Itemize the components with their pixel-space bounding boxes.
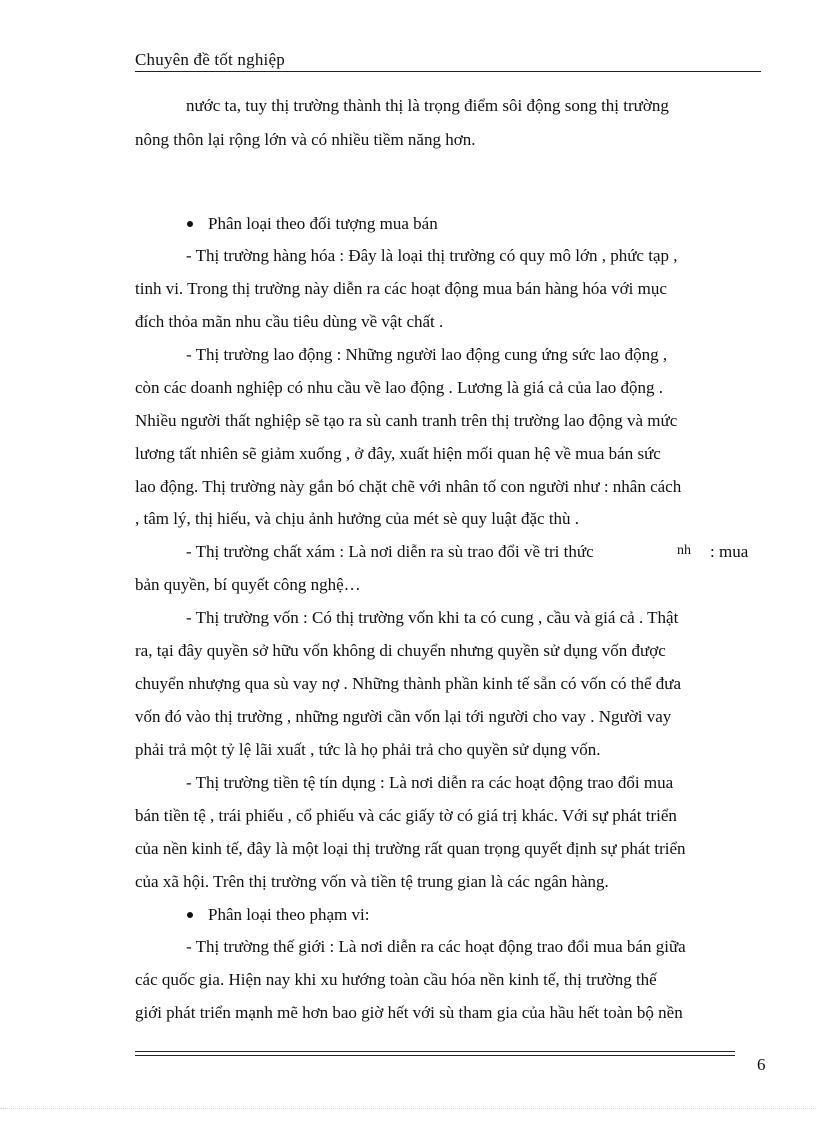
- section-heading: Phân loại theo đối tượng mua bán: [208, 214, 438, 233]
- bullet-icon: [187, 912, 193, 918]
- body-line: , tâm lý, thị hiếu, và chịu ảnh hưởng của mét sè quy luật đặc thù .: [135, 509, 580, 528]
- section-heading: Phân loại theo phạm vi:: [208, 905, 370, 924]
- body-line: của nền kinh tế, đây là một loại thị trường rất quan trọng quyết định sự phát triển: [135, 839, 686, 858]
- body-line: các quốc gia. Hiện nay khi xu hướng toàn cầu hóa nền kinh tế, thị trường thế: [135, 970, 657, 989]
- body-line: lao động. Thị trường này gắn bó chặt chẽ với nhân tố con người như : nhân cách: [135, 477, 682, 496]
- body-line: - Thị trường hàng hóa : Đây là loại thị trường có quy mô lớn , phức tạp ,: [186, 246, 678, 265]
- page-edge-divider: [0, 1108, 816, 1109]
- body-line: - Thị trường chất xám : Là nơi diễn ra sù trao đổi về tri thức: [186, 542, 594, 561]
- body-line: vốn đó vào thị trường , những người cần vốn lại tới người cho vay . Người vay: [135, 707, 672, 726]
- document-header-title: Chuyên đề tốt nghiệp: [135, 50, 285, 69]
- body-line: giới phát triển mạnh mẽ hơn bao giờ hết với sù tham gia của hầu hết toàn bộ nền: [135, 1003, 683, 1022]
- body-line: bán tiền tệ , trái phiếu , cổ phiếu và các giấy tờ có giá trị khác. Với sự phát triển: [135, 806, 677, 825]
- body-line: bản quyền, bí quyết công nghệ…: [135, 575, 361, 594]
- bullet-icon: [187, 221, 193, 227]
- header-rule: [135, 71, 761, 72]
- body-line: ra, tại đây quyền sở hữu vốn không di chuyển nhưng quyền sử dụng vốn được: [135, 641, 666, 660]
- body-line: lương tất nhiên sẽ giảm xuống , ở đây, xuất hiện mối quan hệ về mua bán sức: [135, 444, 661, 463]
- body-line: - Thị trường vốn : Có thị trường vốn khi ta có cung , cầu và giá cả . Thật: [186, 608, 679, 627]
- body-line: - Thị trường tiền tệ tín dụng : Là nơi diễn ra các hoạt động trao đổi mua: [186, 773, 674, 792]
- body-line: đích thỏa mãn nhu cầu tiêu dùng về vật chất .: [135, 312, 444, 331]
- footer-rule-bottom: [135, 1055, 735, 1056]
- body-line: còn các doanh nghiệp có nhu cầu về lao động . Lương là giá cả của lao động .: [135, 378, 664, 397]
- body-line: của xã hội. Trên thị trường vốn và tiền tệ trung gian là các ngân hàng.: [135, 872, 609, 891]
- inline-fragment-nh: nh: [677, 543, 691, 558]
- footer-rule-top: [135, 1051, 735, 1052]
- body-line: - Thị trường lao động : Những người lao động cung ứng sức lao động ,: [186, 345, 668, 364]
- body-line: nước ta, tuy thị trường thành thị là trọng điểm sôi động song thị trường: [186, 96, 669, 115]
- body-line: phải trả một tỷ lệ lãi xuất , tức là họ phải trả cho quyền sử dụng vốn.: [135, 740, 601, 759]
- body-line: chuyển nhượng qua sù vay nợ . Những thành phần kinh tế sẵn có vốn có thể đưa: [135, 674, 682, 693]
- body-line: nông thôn lại rộng lớn và có nhiều tiềm năng hơn.: [135, 130, 476, 149]
- body-line: tinh vi. Trong thị trường này diễn ra các hoạt động mua bán hàng hóa với mục: [135, 279, 667, 298]
- inline-fragment-mua: : mua: [710, 542, 749, 561]
- body-line: Nhiều người thất nghiệp sẽ tạo ra sù canh tranh trên thị trường lao động và mức: [135, 411, 678, 430]
- body-line: - Thị trường thế giới : Là nơi diễn ra các hoạt động trao đổi mua bán giữa: [186, 937, 686, 956]
- page-number: 6: [757, 1055, 766, 1074]
